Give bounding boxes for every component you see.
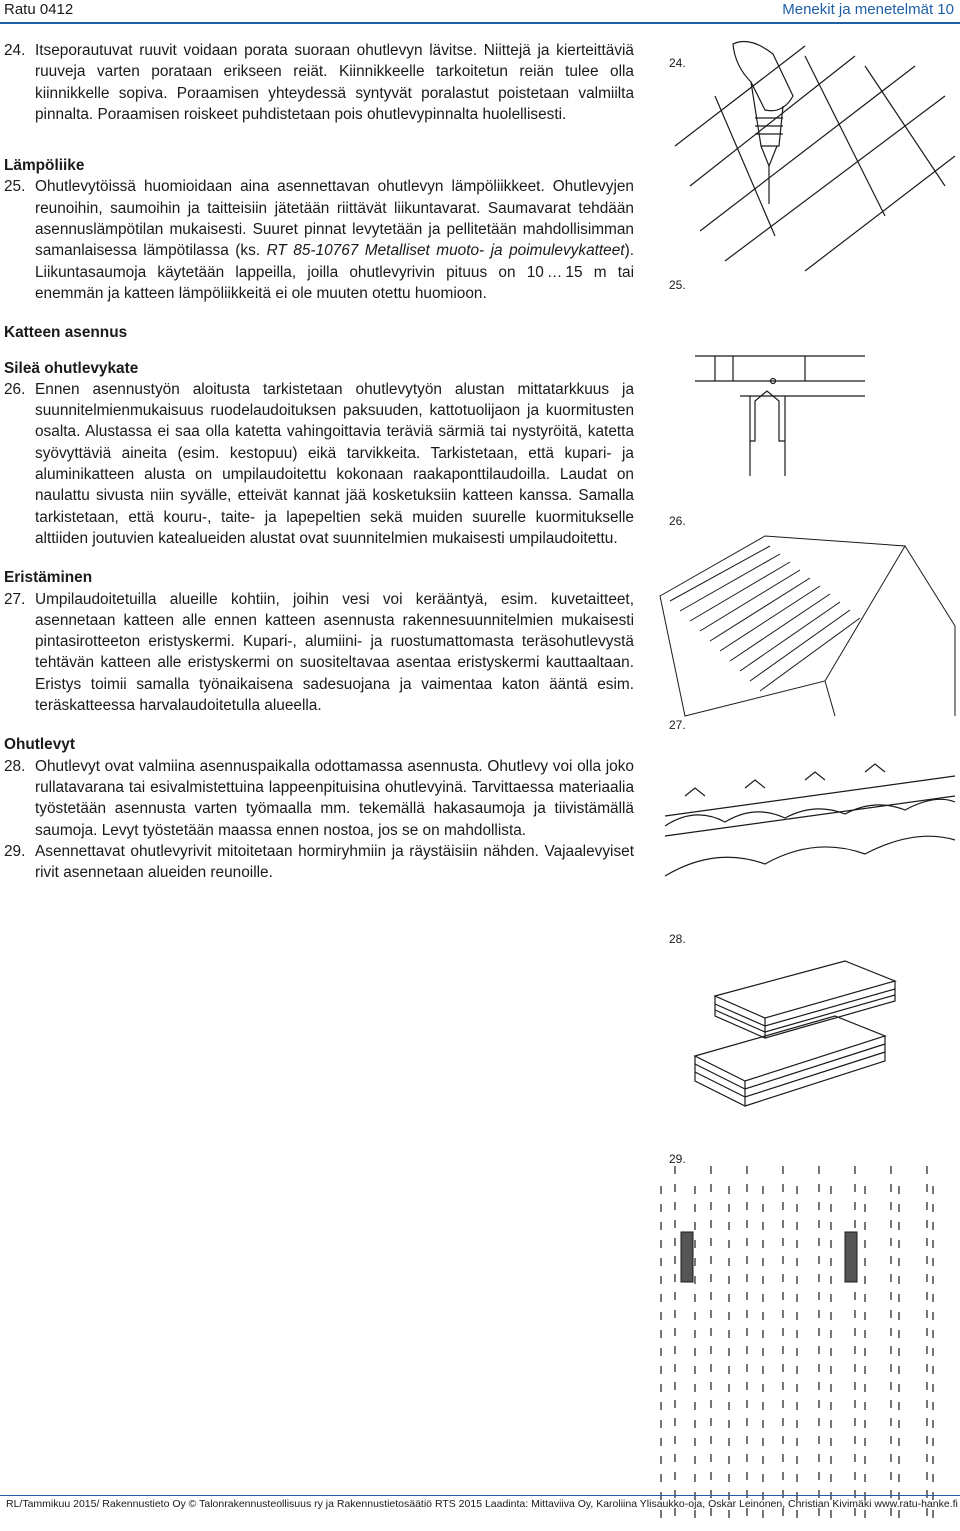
heading-silea-ohutlevykate: Sileä ohutlevykate <box>4 359 139 377</box>
heading-eristaminen: Eristäminen <box>4 569 93 587</box>
heading-ohutlevyt: Ohutlevyt <box>4 736 75 754</box>
figure-label: 26. <box>669 514 686 528</box>
heading-katteen-asennus: Katteen asennus <box>4 324 128 342</box>
paragraph-number: 29. <box>4 842 26 860</box>
paragraph-28 <box>4 756 634 841</box>
paragraph-27 <box>4 589 634 717</box>
paragraph-24 <box>4 40 634 125</box>
figure-24 <box>655 36 958 276</box>
page-header <box>0 0 960 24</box>
sheet-stack-illustration <box>655 936 958 1151</box>
figure-label: 28. <box>669 932 686 946</box>
footer-text: RL/Tammikuu 2015/ Rakennustieto Oy © Talonrakennusteollisuus ry ja Rakennustietosäätiö RTS 2015 Laadinta: Mittaviiva Oy, Karoliina Ylisaukko-oja, Oskar Leinonen, Christian Kivimäki www.ratu-hanke.fi <box>6 1498 958 1510</box>
page-footer <box>0 1495 960 1512</box>
figure-label: 27. <box>669 718 686 732</box>
reference-citation: RT 85-10767 Metalliset muoto- ja poimulevykatteet <box>266 242 625 260</box>
paragraph-text-part: ). Liikuntasaumoja käytetään lappeilla, joilla ohutlevyrivin pituus on 10 … 15 m tai enemmän ja katteen lämpöliikkeitä ei ole muuten otettu huomioon. <box>35 242 634 302</box>
paragraph-text <box>35 176 634 304</box>
figure-29 <box>655 1146 958 1531</box>
paragraph-number: 26. <box>4 380 26 398</box>
paragraph-text: Umpilaudoitetuilla alueille kohtiin, joihin vesi voi kerääntyä, esim. kuvetaitteet, asennetaan katteen alle ennen katteen asennusta rakennesuunnitelmien mukaisesti pintasirotteeton eristyskermi. Kupari-, alumiini- ja ruostumattomasta teräsohutlevystä tehtävän katteen alle eristyskermi on suositeltavaa asentaa eristyskermi kauttaaltaan. Eristys toimii samalla työnaikaisena sadesuojana ja vaimentaa katon ääntä esim. teräskatteessa harvalaudoitetulla alueella. <box>35 590 634 715</box>
paragraph-25 <box>4 176 634 304</box>
underlay-membrane-illustration <box>655 736 958 946</box>
paragraph-number: 25. <box>4 178 26 196</box>
paragraph-text: Itseporautuvat ruuvit voidaan porata suoraan ohutlevyn lävitse. Niittejä ja kierteittäviä ruuveja varten porataan erikseen reiät. Kiinnikkeelle tarkoitetun reiän tulee olla kiinnikkelle sopiva. Poraamisen yhteydessä syntyvät poralastut poistetaan valmiilta pinnalta. Poraamisen roiskeet puhdistetaan pois ohutlevypinnalta huolellisesti. <box>35 42 634 123</box>
roof-boarding-illustration <box>655 516 958 726</box>
figure-label: 29. <box>669 1152 686 1166</box>
figure-27 <box>655 718 958 946</box>
drill-on-roof-illustration <box>655 36 958 276</box>
main-text-column <box>4 40 634 883</box>
figure-25 <box>655 276 958 516</box>
paragraph-26 <box>4 379 634 549</box>
paragraph-text: Ohutlevyt ovat valmiina asennuspaikalla odottamassa asennusta. Ohutlevy voi olla joko rullatavarana tai esivalmistettuina lappeenpituisina ohutlevyinä. Tarvittaessa materiaalia työstetään asennusta varten työmaalla mm. tekemällä hakasaumoja ja tiivistämällä saumoja. Levyt työstetään maassa ennen nostoa, jos se on mahdollista. <box>35 757 634 839</box>
paragraph-text: Ennen asennustyön aloitusta tarkistetaan ohutlevytyön alustan mittatarkkuus ja suunnitelmienmukaisuus ruodelaudoituksen paksuuden, kattotuolijaon ja kuormitusten osalta. Alustassa ei saa olla katetta vahingoittavia teräviä särmiä tai nystyröitä, katetta syövyttäviä aineita (esim. kestopuu) eikä tarvikkeita. Tarkistetaan, että kupari- ja aluminikatteen alusta on umpilaudoitettu kokonaan raakaponttilaudoilla. Laudat on naulattu sivusta niin syvälle, etteivät kannat jää kosketuksiin katteen kanssa. Samalla tarkistetaan, että kouru-, taite- ja lapepeltien sekä muiden suurelle kuormitukselle alttiiden joutuvien katealueiden alustat ovat suunnitelmien mukaisesti umpilaudoitettu. <box>35 380 634 547</box>
figure-label: 25. <box>669 278 686 292</box>
figure-28 <box>655 932 958 1151</box>
heading-lampoliike: Lämpöliike <box>4 157 85 175</box>
header-doc-code: Ratu 0412 <box>4 1 74 18</box>
paragraph-text-part: Ohutlevytöissä huomioidaan aina asennettavan ohutlevyn lämpöliikkeet. Ohutlevyjen reunoihin, saumoihin ja taitteisiin jätetään riittävät liikuntavarat. Saumavarat tehdään asennuslämpötilan mukaisesti. Suuret pinnat levytetään ja pellitetään mahdollisimman samanlaisessa lämpötilassa (ks. <box>35 178 634 260</box>
paragraph-text: Asennettavat ohutlevyrivit mitoitetaan hormiryhmiin ja räystäisiin nähden. Vajaalevyiset rivit asennetaan alueiden reunoille. <box>35 842 634 882</box>
figure-26 <box>655 516 958 726</box>
paragraph-number: 27. <box>4 590 26 608</box>
paragraph-number: 28. <box>4 757 26 775</box>
header-section-title: Menekit ja menetelmät 10 <box>782 1 954 18</box>
sheet-layout-plan-illustration <box>655 1146 958 1526</box>
figure-label: 24. <box>669 56 686 70</box>
paragraph-number: 24. <box>4 42 26 59</box>
standing-seam-section-illustration <box>655 276 958 516</box>
paragraph-29 <box>4 841 634 884</box>
